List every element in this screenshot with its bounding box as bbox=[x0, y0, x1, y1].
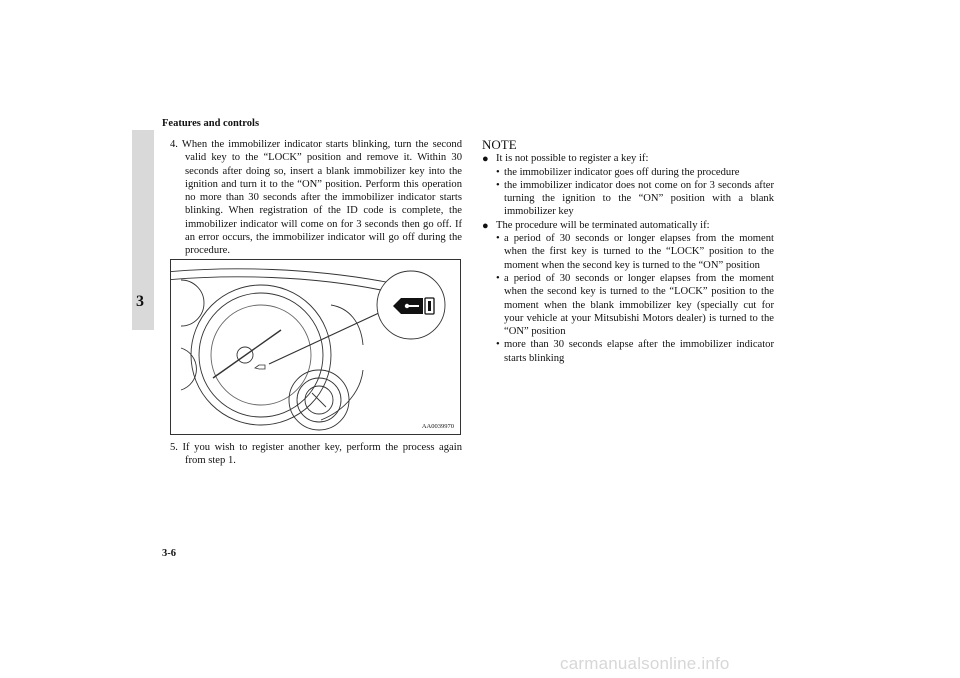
note-item bbox=[482, 152, 774, 165]
sub-bullet-icon: • bbox=[496, 339, 500, 351]
bullet-dot-icon: ● bbox=[482, 219, 489, 232]
step-5-text: 5. If you wish to register another key, perform the process again from step 1. bbox=[170, 442, 462, 467]
sub-bullet-icon: • bbox=[496, 166, 500, 178]
chapter-tab bbox=[132, 130, 154, 330]
note-title: NOTE bbox=[482, 137, 517, 152]
sub-bullet-icon: • bbox=[496, 233, 500, 245]
figure-code: AA0039970 bbox=[421, 423, 454, 430]
note-column bbox=[482, 138, 774, 365]
note-item-text: It is not possible to register a key if: bbox=[496, 153, 649, 165]
sub-bullet-icon: • bbox=[496, 272, 500, 284]
note-item-text: The procedure will be terminated automatically if: bbox=[496, 219, 710, 231]
note-sub-item-text: the immobilizer indicator does not come on for 3 seconds after turning the ignition to the “ON” position with a blank immobilizer key bbox=[504, 179, 774, 218]
note-sub-item bbox=[482, 166, 774, 179]
sub-bullet-icon: • bbox=[496, 179, 500, 191]
note-sub-item bbox=[482, 179, 774, 219]
note-item bbox=[482, 219, 774, 232]
instrument-cluster-illustration bbox=[171, 260, 461, 435]
note-sub-item-text: the immobilizer indicator goes off during the procedure bbox=[504, 166, 740, 178]
section-title: Features and controls bbox=[162, 118, 260, 129]
immobilizer-key-icon bbox=[393, 298, 434, 314]
note-sub-item bbox=[482, 272, 774, 338]
bullet-dot-icon: ● bbox=[482, 153, 489, 166]
note-sub-item-text: a period of 30 seconds or longer elapses from the moment when the second key is turned to the “LOCK” position to the moment when the blank immobilizer key (specially cut for your vehicle at your Mitsubishi Motors dealer) is turned to the “ON” position bbox=[504, 272, 774, 338]
chapter-number: 3 bbox=[136, 293, 144, 310]
watermark: carmanualsonline.info bbox=[560, 654, 730, 673]
note-sub-item bbox=[482, 232, 774, 272]
note-sub-item-text: more than 30 seconds elapse after the immobilizer indicator starts blinking bbox=[504, 339, 774, 364]
page-number: 3-6 bbox=[162, 548, 176, 559]
note-sub-item bbox=[482, 338, 774, 365]
note-sub-item-text: a period of 30 seconds or longer elapses from the moment when the first key is turned to the “LOCK” position to the moment when the second key is turned to the “ON” position bbox=[504, 233, 774, 271]
left-column bbox=[170, 138, 462, 258]
step-4-text: 4. When the immobilizer indicator starts blinking, turn the second valid key to the “LOCK” position and remove it. Within 30 seconds after doing so, insert a blank immobilizer key into the ignition and turn it to the “ON” position. Perform this operation no more than 30 seconds after the immobilizer indicator starts blinking. When registration of the ID code is complete, the immobilizer indicator will come on for 3 seconds then go off. If an error occurs, the immobilizer indicator will go off during the procedure. bbox=[170, 139, 462, 257]
instrument-cluster-figure bbox=[170, 259, 461, 435]
